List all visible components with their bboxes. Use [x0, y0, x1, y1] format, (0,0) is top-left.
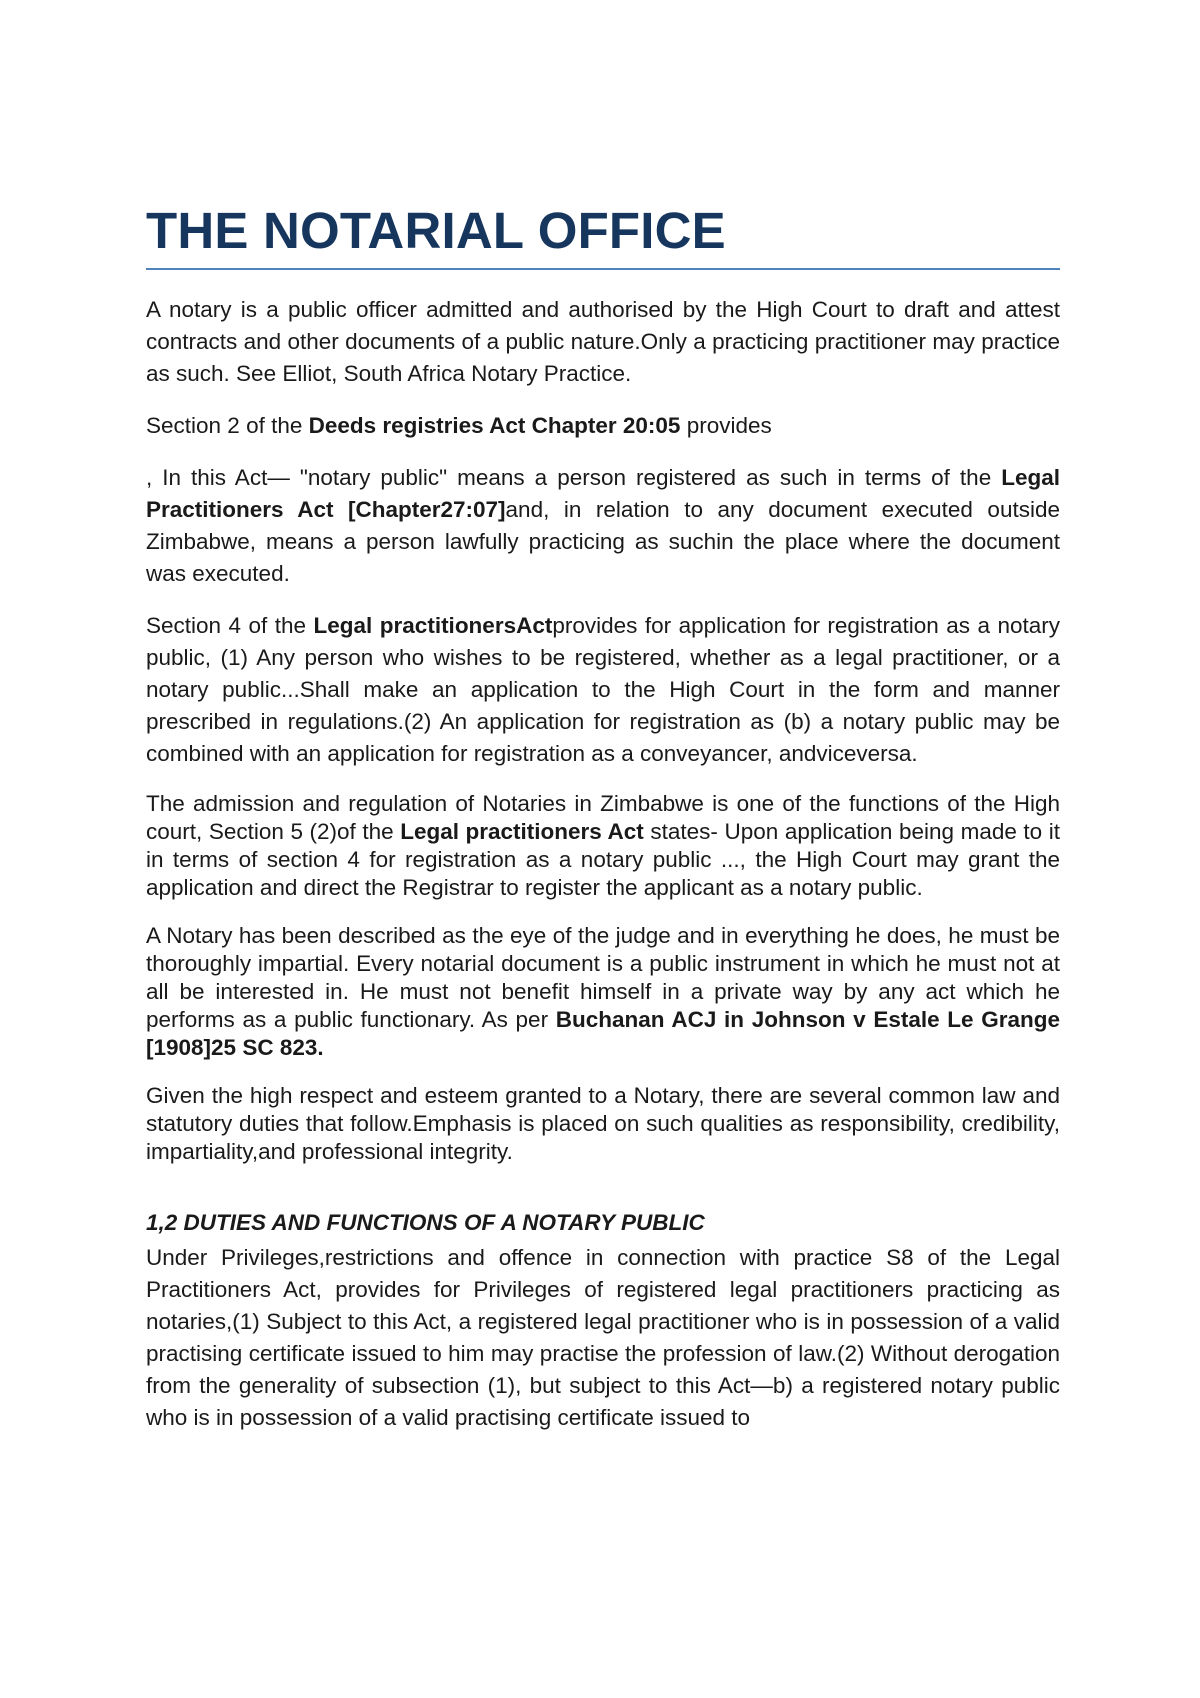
text-run: provides [680, 413, 772, 438]
text-run: , In this Act— "notary public" means a person registered as such in terms of the [146, 465, 1002, 490]
document-page [146, 200, 1060, 1434]
text-run: provides for application for registration as a notary public, (1) Any person who wishes to be registered, whether as a legal practitioner, or a notary public...Shall make an application to the High Court in the form and manner prescribed in regulations.(2) An application for registration as (b) a notary public may be combined with an application for registration as a conveyancer, andviceversa. [146, 613, 1060, 766]
text-run: states- Upon application being made to it in terms of section 4 for registration as a notary public ..., the High Court may grant the application and direct the Registrar to register the applicant as a notary public. [146, 819, 1060, 900]
act-reference: Legal practitioners Act [400, 819, 644, 844]
paragraph-privileges: Under Privileges,restrictions and offence in connection with practice S8 of the Legal Practitioners Act, provides for Privileges of registered legal practitioners practicing as notaries,(1) Subject to this Act, a registered legal practitioner who is in possession of a valid practising certificate issued to him may practise the profession of law.(2) Without derogation from the generality of subsection (1), but subject to this Act—b) a registered notary public who is in possession of a valid practising certificate issued to [146, 1245, 1060, 1430]
text-run: Section 4 of the [146, 613, 314, 638]
act-reference: Legal Practitioners Act [Chapter27:07] [146, 465, 1060, 522]
text-run: A Notary has been described as the eye of the judge and in everything he does, he must be thoroughly impartial. Every notarial document is a public instrument in which he must not at all be interested in. He must not benefit himself in a private way by any act which he performs as a public functionary. As per [146, 923, 1060, 1032]
text-run: and, in relation to any document executed outside Zimbabwe, means a person lawfully practicing as suchin the place where the document was executed. [146, 497, 1060, 586]
act-reference: Legal practitionersAct [313, 613, 553, 638]
text-run: Section 2 of the [146, 413, 309, 438]
page-title: THE NOTARIAL OFFICE [146, 200, 1060, 270]
paragraph-section-2 [146, 410, 1060, 442]
paragraph-duties-intro: Given the high respect and esteem granted to a Notary, there are several common law and statutory duties that follow.Emphasis is placed on such qualities as responsibility, credibility, impartiality,and professional integrity. [146, 1083, 1060, 1164]
section-heading-duties: 1,2 DUTIES AND FUNCTIONS OF A NOTARY PUBLIC [146, 1210, 705, 1235]
case-reference: Buchanan ACJ in Johnson v Estale Le Grange [1908]25 SC 823. [146, 1007, 1060, 1060]
paragraph-admission-regulation [146, 790, 1060, 902]
paragraph-definition: A notary is a public officer admitted and authorised by the High Court to draft and attest contracts and other documents of a public nature.Only a practicing practitioner may practice as such. See Elliot, South Africa Notary Practice. [146, 297, 1060, 386]
paragraph-impartiality [146, 922, 1060, 1062]
text-run: The admission and regulation of Notaries in Zimbabwe is one of the functions of the High court, Section 5 (2)of the [146, 791, 1060, 844]
paragraph-section-4 [146, 610, 1060, 770]
paragraph-notary-public-definition [146, 462, 1060, 590]
act-reference: Deeds registries Act Chapter 20:05 [308, 413, 681, 438]
